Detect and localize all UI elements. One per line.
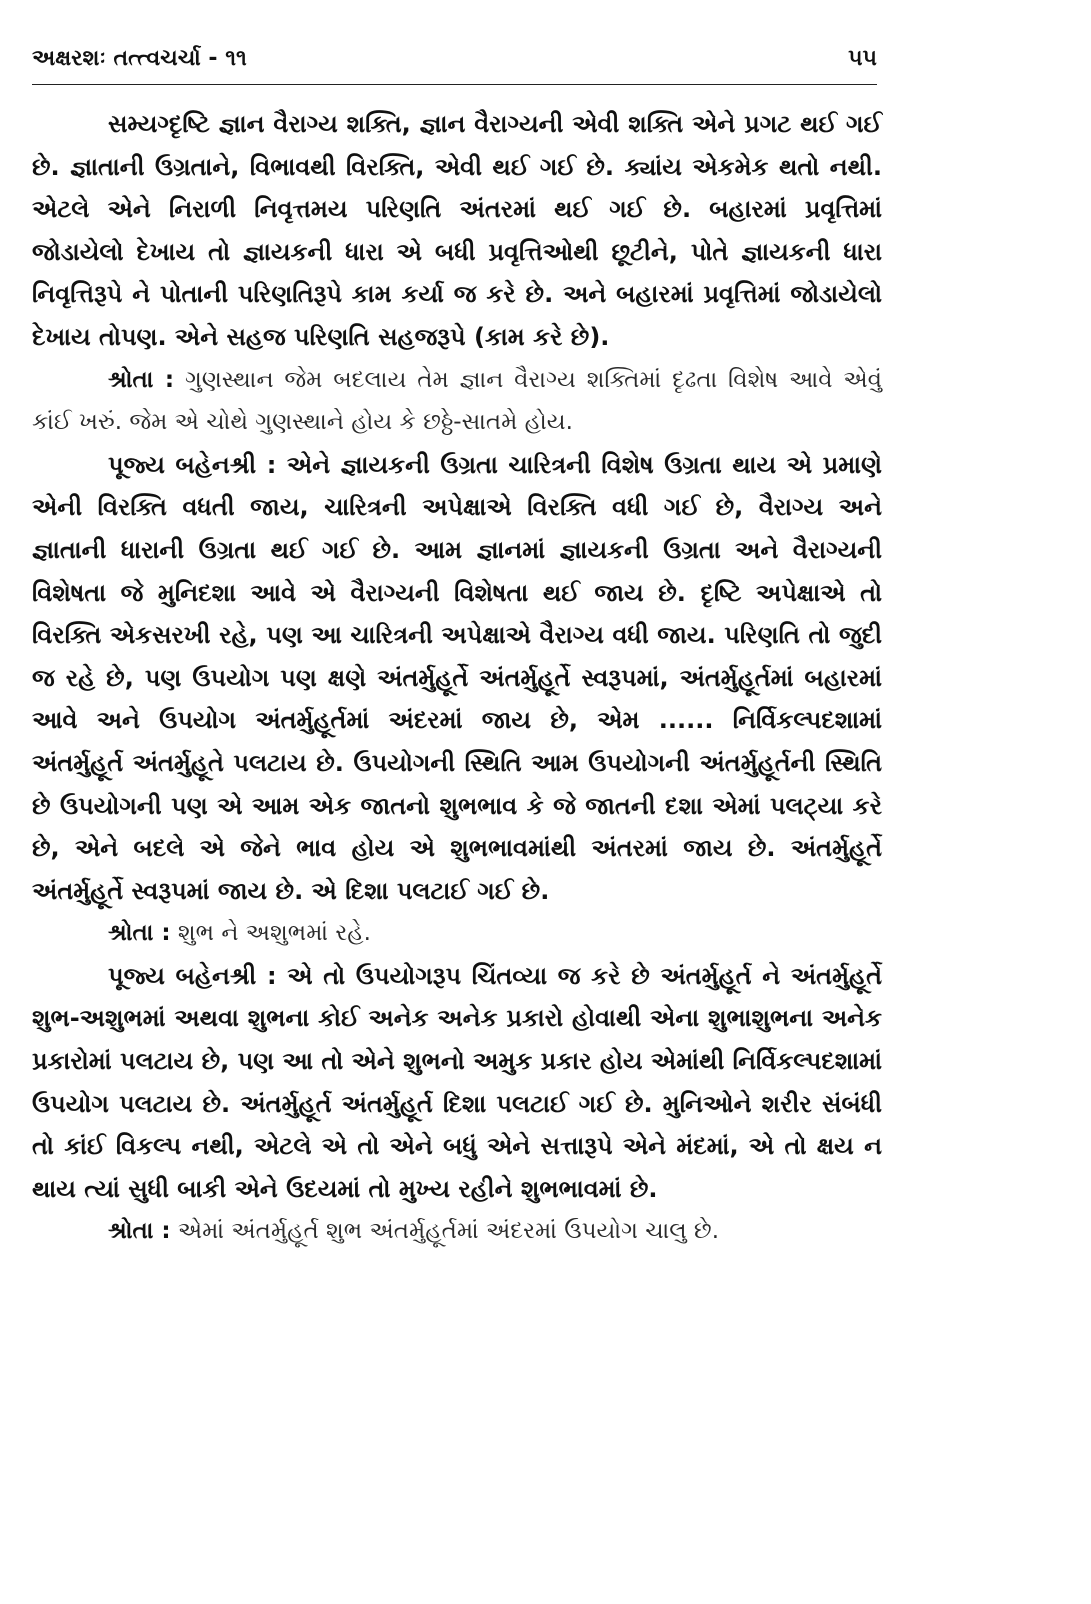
speaker-label: શ્રોતા : <box>108 366 175 393</box>
speaker-label: શ્રોતા : <box>108 1218 171 1245</box>
speaker-label: પૂજ્ય બહેનશ્રી : <box>108 450 277 479</box>
speaker-label: શ્રોતા : <box>108 920 171 947</box>
paragraph-text: એને જ્ઞાયકની ઉગ્રતા ચારિત્રની વિશેષ ઉગ્રતા થાય એ પ્રમાણે એની વિરક્તિ વધતી જાય, ચારિત્રની અપેક્ષાએ વિરક્તિ વધી ગઈ છે, વૈરાગ્ય અને જ્ઞાતાની ધારાની ઉગ્રતા થઈ ગઈ છે. આમ જ્ઞાનમાં જ્ઞાયકની ઉગ્રતા અને વૈરાગ્યની વિશેષતા જે મુનિદશા આવે એ વૈરાગ્યની વિશેષતા થઈ જાય છે. દૃષ્ટિ અપેક્ષાએ તો વિરક્તિ એકસરખી રહે, પણ આ ચારિત્રની અપેક્ષાએ વૈરાગ્ય વધી જાય. પરિણતિ તો જુદી જ રહે છે, પણ ઉપયોગ પણ ક્ષણે અંતર્મુહૂર્તે અંતર્મુહૂર્તે સ્વરૂપમાં, અંતર્મુહૂર્તમાં બહારમાં આવે અને ઉપયોગ અંતર્મુહૂર્તમાં અંદરમાં જાય છે, એમ ...... નિર્વિકલ્પદશામાં અંતર્મુહૂર્ત અંતર્મુહૂતે પલટાય છે. ઉપયોગની સ્થિતિ આમ ઉપયોગની અંતર્મુહૂર્તની સ્થિતિ છે ઉપયોગની પણ એ આમ એક જાતનો શુભભાવ કે જે જાતની દશા એમાં પલટ્યા કરે છે, એને બદલે એ જેને ભાવ હોય એ શુભભાવમાંથી અંતરમાં જાય છે. અંતર્મુહૂર્તે અંતર્મુહૂર્તે સ્વરૂપમાં જાય છે. એ દિશા પલટાઈ ગઈ છે. <box>32 450 882 905</box>
book-title: અક્ષરશઃ તત્ત્વચર્ચા - ૧૧ <box>32 46 247 71</box>
page-body <box>32 103 882 1253</box>
paragraph-text: એમાં અંતર્મુહૂર્ત શુભ અંતર્મુહૂર્તમાં અંદરમાં ઉપયોગ ચાલુ છે. <box>177 1218 720 1245</box>
paragraph-text: શુભ ને અશુભમાં રહે. <box>177 920 371 947</box>
running-header <box>32 46 877 71</box>
paragraph-answer <box>32 955 882 1211</box>
page-number: ૫૫ <box>848 46 877 71</box>
paragraph-question <box>32 359 882 444</box>
paragraph-question <box>32 1210 882 1253</box>
paragraph-intro <box>32 103 882 359</box>
header-rule <box>32 84 877 85</box>
paragraph-text: એ તો ઉપયોગરૂપ ચિંતવ્યા જ કરે છે અંતર્મુહૂર્ત ને અંતર્મુહૂર્તે શુભ-અશુભમાં અથવા શુભના કોઈ અનેક અનેક પ્રકારો હોવાથી એના શુભાશુભના અનેક પ્રકારોમાં પલટાય છે, પણ આ તો એને શુભનો અમુક પ્રકાર હોય એમાંથી નિર્વિકલ્પદશામાં ઉપયોગ પલટાય છે. અંતર્મુહૂર્ત અંતર્મુહૂર્ત દિશા પલટાઈ ગઈ છે. મુનિઓને શરીર સંબંધી તો કાંઈ વિકલ્પ નથી, એટલે એ તો એને બધું એને સત્તારૂપે એને મંદમાં, એ તો ક્ષય ન થાય ત્યાં સુધી બાકી એને ઉદયમાં તો મુખ્ય રહીને શુભભાવમાં છે. <box>32 961 882 1203</box>
paragraph-text: ગુણસ્થાન જેમ બદલાય તેમ જ્ઞાન વૈરાગ્ય શક્તિમાં દૃઢતા વિશેષ આવે એવું કાંઈ ખરું. જેમ એ ચોથે ગુણસ્થાને હોય કે છઠ્ઠે-સાતમે હોય. <box>32 366 882 436</box>
paragraph-answer <box>32 444 882 913</box>
speaker-label: પૂજ્ય બહેનશ્રી : <box>108 961 277 990</box>
paragraph-text: સમ્યગ્દૃષ્ટિ જ્ઞાન વૈરાગ્ય શક્તિ, જ્ઞાન વૈરાગ્યની એવી શક્તિ એને પ્રગટ થઈ ગઈ છે. જ્ઞાતાની ઉગ્રતાને, વિભાવથી વિરક્તિ, એવી થઈ ગઈ છે. ક્યાંય એકમેક થતો નથી. એટલે એને નિરાળી નિવૃત્તમય પરિણતિ અંતરમાં થઈ ગઈ છે. બહારમાં પ્રવૃત્તિમાં જોડાયેલો દેખાય તો જ્ઞાયકની ધારા એ બધી પ્રવૃત્તિઓથી છૂટીને, પોતે જ્ઞાયકની ધારા નિવૃત્તિરૂપે ને પોતાની પરિણતિરૂપે કામ કર્યા જ કરે છે. અને બહારમાં પ્રવૃત્તિમાં જોડાયેલો દેખાય તોપણ. એને સહજ પરિણતિ સહજરૂપે (કામ કરે છે). <box>32 110 882 351</box>
paragraph-question <box>32 912 882 955</box>
